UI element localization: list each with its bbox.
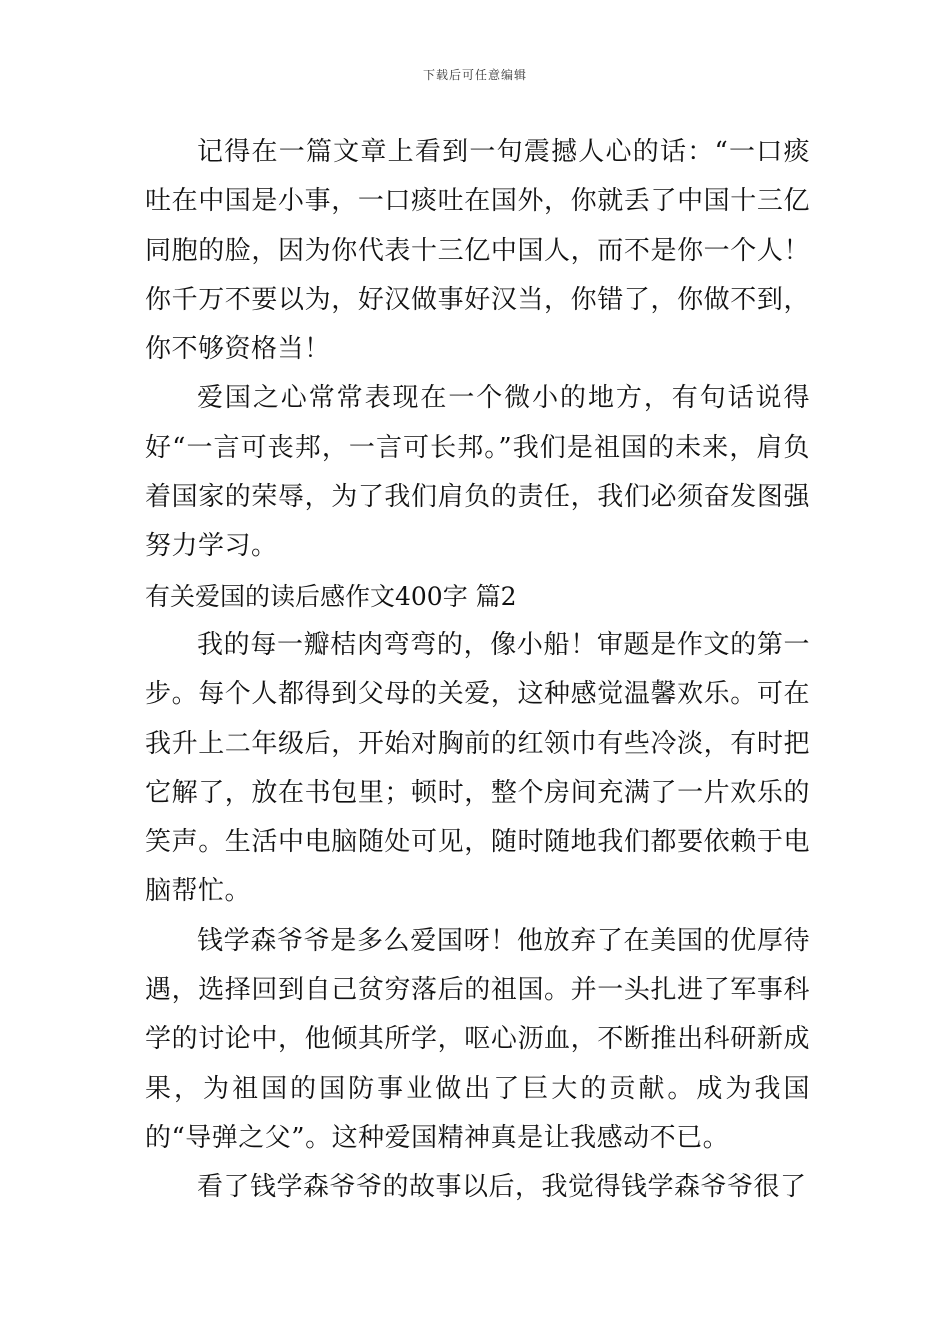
paragraph-5: 看了钱学森爷爷的故事以后，我觉得钱学森爷爷很了: [197, 1172, 807, 1203]
paragraph-1: 记得在一篇文章上看到一句震撼人心的话：“一口痰吐在中国是小事，一口痰吐在国外，你就丢了中国十三亿同胞的脸，因为你代表十三亿中国人，而不是你一个人！你千万不要以为，好汉做事好汉当，你错了，你做不到，你不够资格当！: [145, 137, 810, 365]
article-body: [145, 128, 810, 1213]
paragraph-2: 爱国之心常常表现在一个微小的地方，有句话说得好“一言可丧邦，一言可长邦。”我们是祖国的未来，肩负着国家的荣辱，为了我们肩负的责任，我们必须奋发图强努力学习。: [145, 383, 810, 562]
paragraph-3: 我的每一瓣桔肉弯弯的，像小船！审题是作文的第一步。每个人都得到父母的关爱，这种感觉温馨欢乐。可在我升上二年级后，开始对胸前的红领巾有些冷淡，有时把它解了，放在书包里；顿时，整个房间充满了一片欢乐的笑声。生活中电脑随处可见，随时随地我们都要依赖于电脑帮忙。: [145, 629, 810, 907]
section-heading: 有关爱国的读后感作文400字 篇2: [145, 581, 517, 611]
paragraph-4: 钱学森爷爷是多么爱国呀！他放弃了在美国的优厚待遇，选择回到自己贫穷落后的祖国。并一头扎进了军事科学的讨论中，他倾其所学，呕心沥血，不断推出科研新成果，为祖国的国防事业做出了巨大的贡献。成为我国的“导弹之父”。这种爱国精神真是让我感动不已。: [145, 925, 810, 1153]
page-header-note: 下载后可任意编辑: [422, 68, 527, 82]
